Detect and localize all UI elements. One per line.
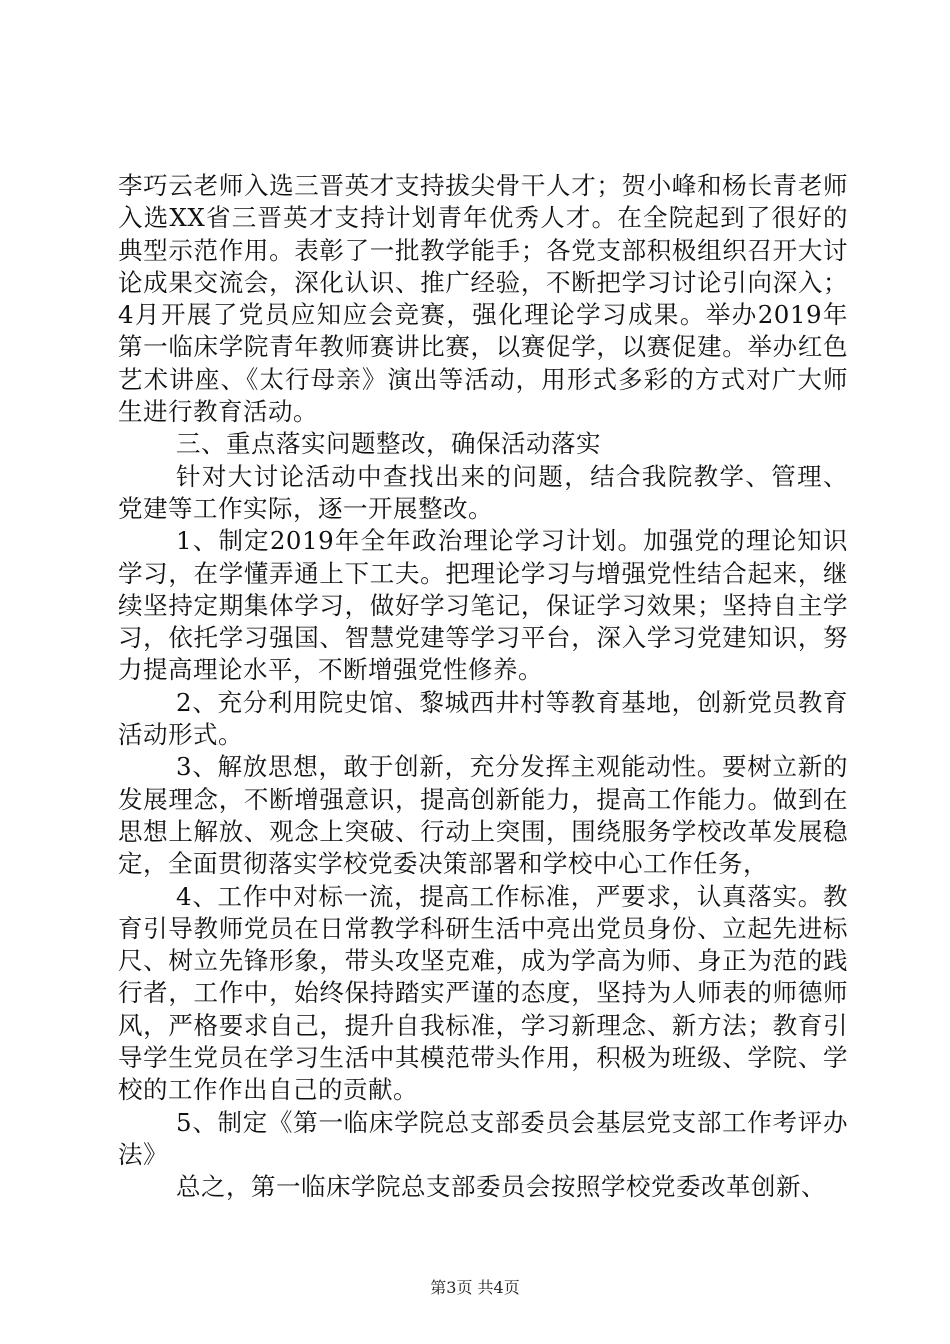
list-item-3: 3、解放思想，敢于创新，充分发挥主观能动性。要树立新的发展理念，不断增强意识，提高创新能力，提高工作能力。做到在思想上解放、观念上突破、行动上突围，围绕服务学校改革发展稳定，全面贯彻落实学校党委决策部署和学校中心工作任务， — [118, 752, 848, 879]
document-body — [118, 170, 848, 1204]
list-item-4: 4、工作中对标一流，提高工作标准，严要求，认真落实。教育引导教师党员在日常教学科研生活中亮出党员身份、立起先进标尺、树立先锋形象，带头攻坚克难，成为学高为师、身正为范的践行者，工作中，始终保持踏实严谨的态度，坚持为人师表的师德师风，严格要求自己，提升自我标准，学习新理念、新方法；教育引导学生党员在学习生活中其模范带头作用，积极为班级、学院、学校的工作作出自己的贡献。 — [118, 881, 848, 1105]
list-item-2: 2、充分利用院史馆、黎城西井村等教育基地，创新党员教育活动形式。 — [118, 687, 848, 750]
page-number-footer: 第3页 共4页 — [430, 1278, 520, 1297]
list-item-5: 5、制定《第一临床学院总支部委员会基层党支部工作考评办法》 — [118, 1107, 848, 1169]
paragraph-awards: 李巧云老师入选三晋英才支持拔尖骨干人才；贺小峰和杨长青老师入选XX省三晋英才支持计划青年优秀人才。在全院起到了很好的典型示范作用。表彰了一批教学能手；各党支部积极组织召开大讨论成果交流会，深化认识、推广经验，不断把学习讨论引向深入；4月开展了党员应知应会竞赛，强化理论学习成果。举办2019年第一临床学院青年教师赛讲比赛，以赛促学，以赛促建。举办红色艺术讲座、《太行母亲》演出等活动，用形式多彩的方式对广大师生进行教育活动。 — [118, 171, 848, 427]
paragraph-conclusion: 总之，第一临床学院总支部委员会按照学校党委改革创新、 — [176, 1172, 826, 1202]
list-item-1: 1、制定2019年全年政治理论学习计划。加强党的理论知识学习，在学懂弄通上下工夫。把理论学习与增强党性结合起来，继续坚持定期集体学习，做好学习笔记，保证学习效果；坚持自主学习，依托学习强国、智慧党建等学习平台，深入学习党建知识，努力提高理论水平，不断增强党性修养。 — [118, 526, 848, 685]
paragraph-rectification-intro: 针对大讨论活动中查找出来的问题，结合我院教学、管理、党建等工作实际，逐一开展整改。 — [118, 461, 848, 523]
section-heading-3: 三、重点落实问题整改，确保活动落实 — [176, 429, 601, 459]
